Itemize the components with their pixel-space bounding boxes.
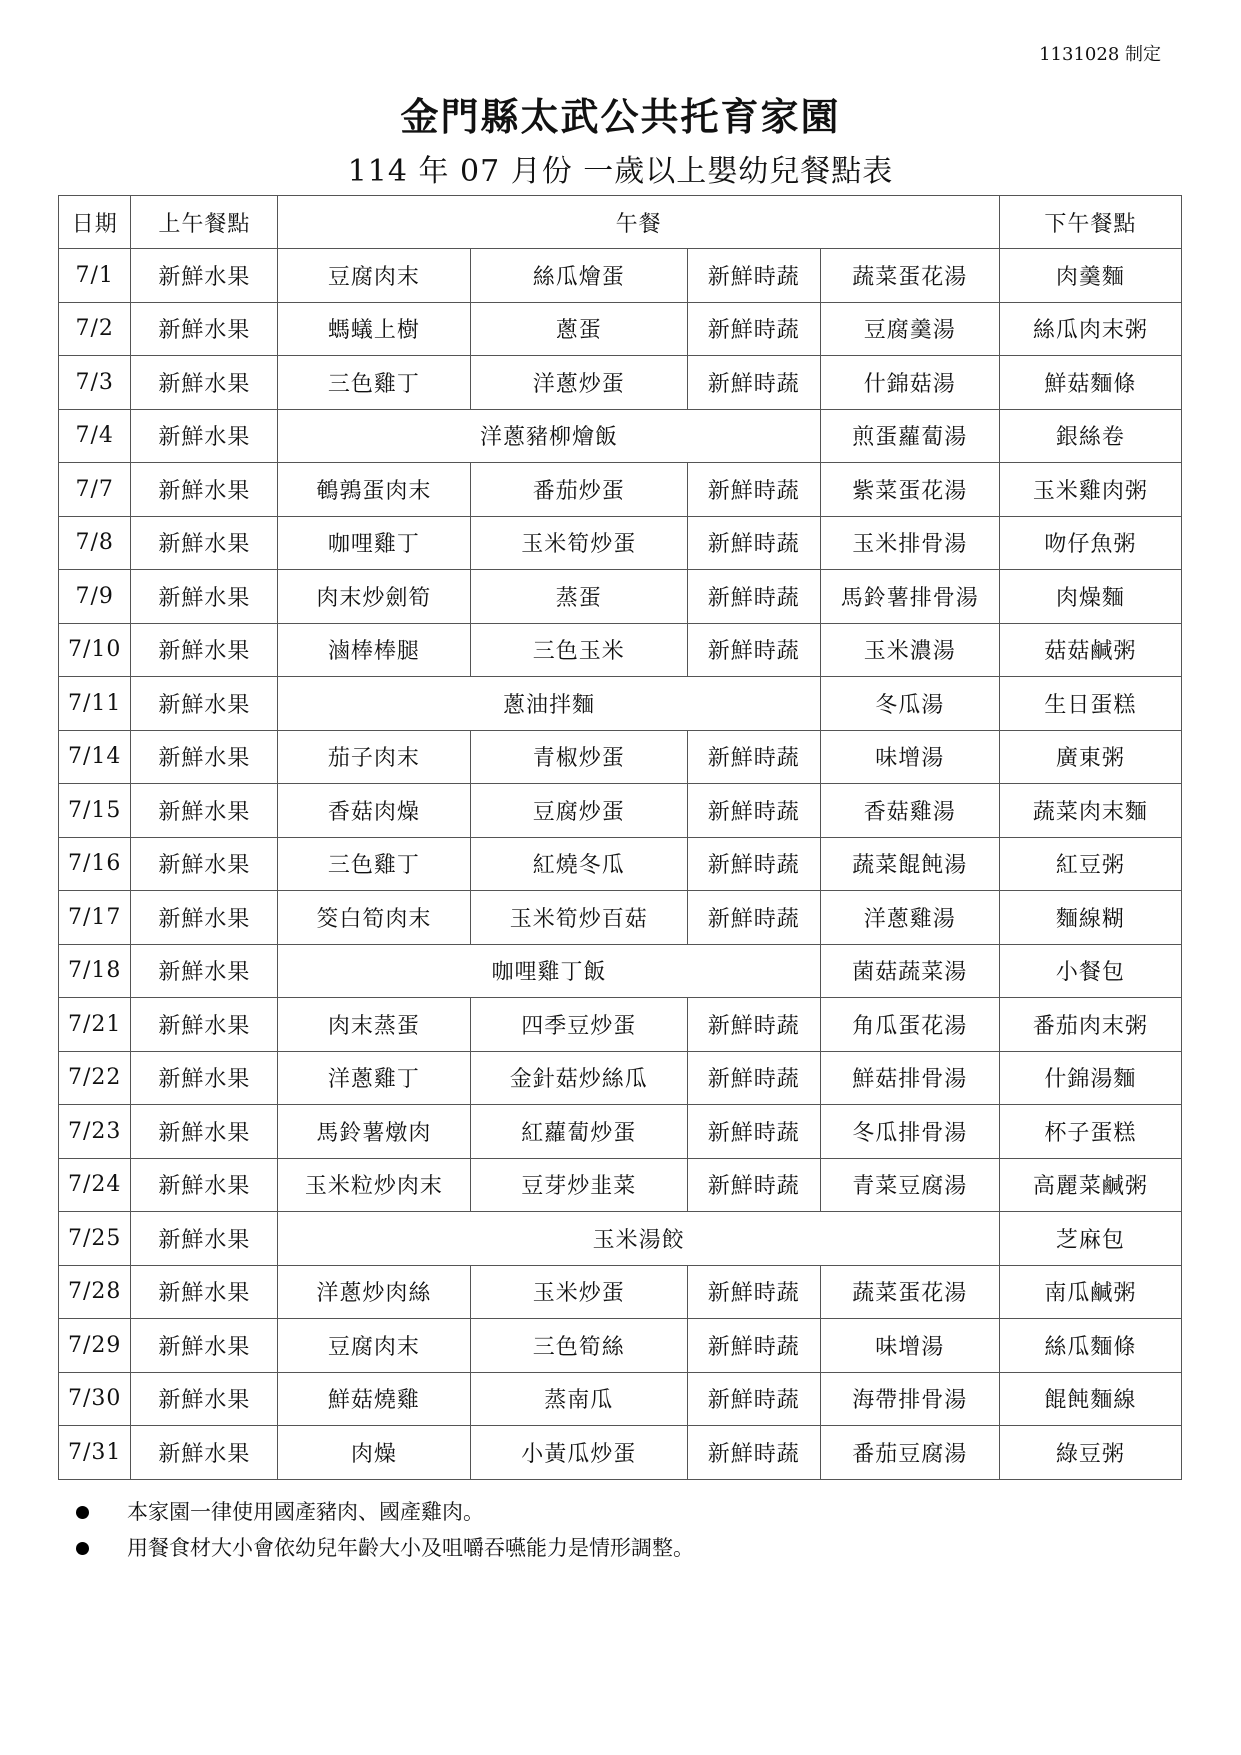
lunch-soup-cell: 菌菇蔬菜湯 bbox=[820, 944, 999, 998]
afternoon-snack-cell: 吻仔魚粥 bbox=[999, 516, 1181, 570]
table-row bbox=[59, 1319, 1182, 1373]
lunch-main-cell: 洋蔥豬柳燴飯 bbox=[278, 409, 820, 463]
lunch-side-cell: 三色筍絲 bbox=[470, 1319, 687, 1373]
afternoon-snack-cell: 南瓜鹹粥 bbox=[999, 1265, 1181, 1319]
lunch-main-cell: 咖哩雞丁飯 bbox=[278, 944, 820, 998]
lunch-main-cell: 豆腐肉末 bbox=[278, 1319, 470, 1373]
afternoon-snack-cell: 生日蛋糕 bbox=[999, 677, 1181, 731]
afternoon-snack-cell: 蔬菜肉末麵 bbox=[999, 784, 1181, 838]
lunch-soup-cell: 玉米濃湯 bbox=[820, 623, 999, 677]
lunch-main-cell: 玉米粒炒肉末 bbox=[278, 1158, 470, 1212]
morning-snack-cell: 新鮮水果 bbox=[131, 944, 278, 998]
lunch-main-cell: 筊白筍肉末 bbox=[278, 891, 470, 945]
date-cell: 7/29 bbox=[59, 1319, 131, 1373]
morning-snack-cell: 新鮮水果 bbox=[131, 1265, 278, 1319]
lunch-vegetable-cell: 新鮮時蔬 bbox=[687, 837, 820, 891]
lunch-vegetable-cell: 新鮮時蔬 bbox=[687, 516, 820, 570]
lunch-side-cell: 蔥蛋 bbox=[470, 302, 687, 356]
morning-snack-cell: 新鮮水果 bbox=[131, 784, 278, 838]
lunch-main-cell: 蔥油拌麵 bbox=[278, 677, 820, 731]
table-row bbox=[59, 463, 1182, 517]
lunch-soup-cell: 香菇雞湯 bbox=[820, 784, 999, 838]
lunch-main-cell: 鮮菇燒雞 bbox=[278, 1372, 470, 1426]
lunch-side-cell: 紅燒冬瓜 bbox=[470, 837, 687, 891]
table-row bbox=[59, 249, 1182, 303]
morning-snack-cell: 新鮮水果 bbox=[131, 1372, 278, 1426]
lunch-main-cell: 肉末炒劍筍 bbox=[278, 570, 470, 624]
table-row bbox=[59, 730, 1182, 784]
lunch-main-cell: 咖哩雞丁 bbox=[278, 516, 470, 570]
date-cell: 7/2 bbox=[59, 302, 131, 356]
lunch-main-cell: 香菇肉燥 bbox=[278, 784, 470, 838]
date-cell: 7/4 bbox=[59, 409, 131, 463]
table-row bbox=[59, 302, 1182, 356]
note-item bbox=[72, 1494, 694, 1530]
lunch-side-cell: 金針菇炒絲瓜 bbox=[470, 1051, 687, 1105]
date-cell: 7/8 bbox=[59, 516, 131, 570]
lunch-soup-cell: 角瓜蛋花湯 bbox=[820, 998, 999, 1052]
table-row bbox=[59, 1105, 1182, 1159]
date-cell: 7/31 bbox=[59, 1426, 131, 1480]
date-cell: 7/23 bbox=[59, 1105, 131, 1159]
afternoon-snack-cell: 菇菇鹹粥 bbox=[999, 623, 1181, 677]
afternoon-snack-cell: 紅豆粥 bbox=[999, 837, 1181, 891]
page-title: 金門縣太武公共托育家園 bbox=[400, 94, 841, 139]
lunch-soup-cell: 什錦菇湯 bbox=[820, 356, 999, 410]
lunch-soup-cell: 洋蔥雞湯 bbox=[820, 891, 999, 945]
bullet-icon bbox=[76, 1506, 89, 1519]
date-cell: 7/16 bbox=[59, 837, 131, 891]
lunch-soup-cell: 紫菜蛋花湯 bbox=[820, 463, 999, 517]
lunch-vegetable-cell: 新鮮時蔬 bbox=[687, 1051, 820, 1105]
lunch-side-cell: 小黃瓜炒蛋 bbox=[470, 1426, 687, 1480]
meal-table bbox=[58, 195, 1182, 1480]
table-row bbox=[59, 570, 1182, 624]
afternoon-snack-cell: 高麗菜鹹粥 bbox=[999, 1158, 1181, 1212]
morning-snack-cell: 新鮮水果 bbox=[131, 302, 278, 356]
table-row bbox=[59, 409, 1182, 463]
table-row bbox=[59, 944, 1182, 998]
afternoon-snack-cell: 什錦湯麵 bbox=[999, 1051, 1181, 1105]
date-cell: 7/11 bbox=[59, 677, 131, 731]
lunch-vegetable-cell: 新鮮時蔬 bbox=[687, 302, 820, 356]
date-cell: 7/24 bbox=[59, 1158, 131, 1212]
lunch-main-cell: 肉末蒸蛋 bbox=[278, 998, 470, 1052]
date-cell: 7/7 bbox=[59, 463, 131, 517]
date-cell: 7/21 bbox=[59, 998, 131, 1052]
morning-snack-cell: 新鮮水果 bbox=[131, 356, 278, 410]
note-text: 用餐食材大小會依幼兒年齡大小及咀嚼吞嚥能力是情形調整。 bbox=[127, 1536, 694, 1560]
lunch-vegetable-cell: 新鮮時蔬 bbox=[687, 1265, 820, 1319]
lunch-main-cell: 三色雞丁 bbox=[278, 837, 470, 891]
lunch-side-cell: 玉米筍炒百菇 bbox=[470, 891, 687, 945]
lunch-soup-cell: 蔬菜蛋花湯 bbox=[820, 249, 999, 303]
lunch-soup-cell: 青菜豆腐湯 bbox=[820, 1158, 999, 1212]
lunch-vegetable-cell: 新鮮時蔬 bbox=[687, 1319, 820, 1373]
lunch-main-cell: 馬鈴薯燉肉 bbox=[278, 1105, 470, 1159]
morning-snack-cell: 新鮮水果 bbox=[131, 1105, 278, 1159]
header-date: 日期 bbox=[59, 196, 131, 249]
table-row bbox=[59, 1372, 1182, 1426]
morning-snack-cell: 新鮮水果 bbox=[131, 570, 278, 624]
lunch-vegetable-cell: 新鮮時蔬 bbox=[687, 356, 820, 410]
document-code: 1131028 制定 bbox=[1039, 44, 1161, 65]
header-afternoon-snack: 下午餐點 bbox=[999, 196, 1181, 249]
morning-snack-cell: 新鮮水果 bbox=[131, 463, 278, 517]
lunch-main-cell: 螞蟻上樹 bbox=[278, 302, 470, 356]
lunch-soup-cell: 味增湯 bbox=[820, 1319, 999, 1373]
table-row bbox=[59, 516, 1182, 570]
morning-snack-cell: 新鮮水果 bbox=[131, 1426, 278, 1480]
date-cell: 7/14 bbox=[59, 730, 131, 784]
afternoon-snack-cell: 番茄肉末粥 bbox=[999, 998, 1181, 1052]
lunch-vegetable-cell: 新鮮時蔬 bbox=[687, 1426, 820, 1480]
date-cell: 7/17 bbox=[59, 891, 131, 945]
morning-snack-cell: 新鮮水果 bbox=[131, 1158, 278, 1212]
lunch-side-cell: 蒸南瓜 bbox=[470, 1372, 687, 1426]
lunch-side-cell: 蒸蛋 bbox=[470, 570, 687, 624]
afternoon-snack-cell: 綠豆粥 bbox=[999, 1426, 1181, 1480]
lunch-soup-cell: 煎蛋蘿蔔湯 bbox=[820, 409, 999, 463]
lunch-main-cell: 鵪鶉蛋肉末 bbox=[278, 463, 470, 517]
bullet-icon bbox=[76, 1542, 89, 1555]
table-row bbox=[59, 1158, 1182, 1212]
table-row bbox=[59, 837, 1182, 891]
lunch-vegetable-cell: 新鮮時蔬 bbox=[687, 1158, 820, 1212]
date-cell: 7/28 bbox=[59, 1265, 131, 1319]
afternoon-snack-cell: 小餐包 bbox=[999, 944, 1181, 998]
lunch-main-cell: 豆腐肉末 bbox=[278, 249, 470, 303]
lunch-soup-cell: 番茄豆腐湯 bbox=[820, 1426, 999, 1480]
lunch-side-cell: 三色玉米 bbox=[470, 623, 687, 677]
morning-snack-cell: 新鮮水果 bbox=[131, 623, 278, 677]
lunch-side-cell: 青椒炒蛋 bbox=[470, 730, 687, 784]
lunch-side-cell: 紅蘿蔔炒蛋 bbox=[470, 1105, 687, 1159]
lunch-soup-cell: 冬瓜湯 bbox=[820, 677, 999, 731]
afternoon-snack-cell: 絲瓜麵條 bbox=[999, 1319, 1181, 1373]
morning-snack-cell: 新鮮水果 bbox=[131, 516, 278, 570]
table-row bbox=[59, 784, 1182, 838]
afternoon-snack-cell: 杯子蛋糕 bbox=[999, 1105, 1181, 1159]
lunch-main-cell: 三色雞丁 bbox=[278, 356, 470, 410]
lunch-vegetable-cell: 新鮮時蔬 bbox=[687, 1105, 820, 1159]
morning-snack-cell: 新鮮水果 bbox=[131, 1212, 278, 1266]
afternoon-snack-cell: 餛飩麵線 bbox=[999, 1372, 1181, 1426]
morning-snack-cell: 新鮮水果 bbox=[131, 891, 278, 945]
date-cell: 7/3 bbox=[59, 356, 131, 410]
morning-snack-cell: 新鮮水果 bbox=[131, 677, 278, 731]
morning-snack-cell: 新鮮水果 bbox=[131, 1051, 278, 1105]
lunch-soup-cell: 冬瓜排骨湯 bbox=[820, 1105, 999, 1159]
afternoon-snack-cell: 鮮菇麵條 bbox=[999, 356, 1181, 410]
table-row bbox=[59, 1051, 1182, 1105]
notes-list bbox=[72, 1494, 694, 1566]
afternoon-snack-cell: 肉燥麵 bbox=[999, 570, 1181, 624]
lunch-soup-cell: 海帶排骨湯 bbox=[820, 1372, 999, 1426]
table-row bbox=[59, 1212, 1182, 1266]
lunch-soup-cell: 鮮菇排骨湯 bbox=[820, 1051, 999, 1105]
date-cell: 7/10 bbox=[59, 623, 131, 677]
table-row bbox=[59, 677, 1182, 731]
header-morning-snack: 上午餐點 bbox=[131, 196, 278, 249]
lunch-soup-cell: 豆腐羹湯 bbox=[820, 302, 999, 356]
afternoon-snack-cell: 銀絲卷 bbox=[999, 409, 1181, 463]
lunch-side-cell: 豆芽炒韭菜 bbox=[470, 1158, 687, 1212]
lunch-side-cell: 番茄炒蛋 bbox=[470, 463, 687, 517]
lunch-soup-cell: 味增湯 bbox=[820, 730, 999, 784]
lunch-side-cell: 玉米炒蛋 bbox=[470, 1265, 687, 1319]
date-cell: 7/22 bbox=[59, 1051, 131, 1105]
date-cell: 7/9 bbox=[59, 570, 131, 624]
lunch-vegetable-cell: 新鮮時蔬 bbox=[687, 249, 820, 303]
morning-snack-cell: 新鮮水果 bbox=[131, 1319, 278, 1373]
lunch-side-cell: 四季豆炒蛋 bbox=[470, 998, 687, 1052]
afternoon-snack-cell: 玉米雞肉粥 bbox=[999, 463, 1181, 517]
table-row bbox=[59, 356, 1182, 410]
lunch-main-cell: 玉米湯餃 bbox=[278, 1212, 999, 1266]
lunch-soup-cell: 玉米排骨湯 bbox=[820, 516, 999, 570]
lunch-side-cell: 豆腐炒蛋 bbox=[470, 784, 687, 838]
lunch-main-cell: 洋蔥炒肉絲 bbox=[278, 1265, 470, 1319]
afternoon-snack-cell: 芝麻包 bbox=[999, 1212, 1181, 1266]
lunch-vegetable-cell: 新鮮時蔬 bbox=[687, 998, 820, 1052]
table-row bbox=[59, 623, 1182, 677]
lunch-main-cell: 肉燥 bbox=[278, 1426, 470, 1480]
header-lunch: 午餐 bbox=[278, 196, 999, 249]
lunch-soup-cell: 馬鈴薯排骨湯 bbox=[820, 570, 999, 624]
date-cell: 7/30 bbox=[59, 1372, 131, 1426]
note-text: 本家園一律使用國產豬肉、國產雞肉。 bbox=[127, 1500, 484, 1524]
lunch-vegetable-cell: 新鮮時蔬 bbox=[687, 623, 820, 677]
lunch-vegetable-cell: 新鮮時蔬 bbox=[687, 891, 820, 945]
lunch-vegetable-cell: 新鮮時蔬 bbox=[687, 570, 820, 624]
afternoon-snack-cell: 廣東粥 bbox=[999, 730, 1181, 784]
lunch-main-cell: 滷棒棒腿 bbox=[278, 623, 470, 677]
lunch-vegetable-cell: 新鮮時蔬 bbox=[687, 784, 820, 838]
date-cell: 7/1 bbox=[59, 249, 131, 303]
morning-snack-cell: 新鮮水果 bbox=[131, 837, 278, 891]
afternoon-snack-cell: 肉羹麵 bbox=[999, 249, 1181, 303]
date-cell: 7/18 bbox=[59, 944, 131, 998]
lunch-main-cell: 洋蔥雞丁 bbox=[278, 1051, 470, 1105]
page-subtitle: 114 年 07 月份 一歲以上嬰幼兒餐點表 bbox=[347, 154, 894, 189]
lunch-side-cell: 洋蔥炒蛋 bbox=[470, 356, 687, 410]
lunch-main-cell: 茄子肉末 bbox=[278, 730, 470, 784]
lunch-side-cell: 絲瓜燴蛋 bbox=[470, 249, 687, 303]
table-row bbox=[59, 1426, 1182, 1480]
table-row bbox=[59, 891, 1182, 945]
table-row bbox=[59, 998, 1182, 1052]
lunch-soup-cell: 蔬菜餛飩湯 bbox=[820, 837, 999, 891]
date-cell: 7/25 bbox=[59, 1212, 131, 1266]
table-row bbox=[59, 1265, 1182, 1319]
lunch-soup-cell: 蔬菜蛋花湯 bbox=[820, 1265, 999, 1319]
lunch-vegetable-cell: 新鮮時蔬 bbox=[687, 1372, 820, 1426]
lunch-vegetable-cell: 新鮮時蔬 bbox=[687, 463, 820, 517]
morning-snack-cell: 新鮮水果 bbox=[131, 249, 278, 303]
morning-snack-cell: 新鮮水果 bbox=[131, 998, 278, 1052]
lunch-vegetable-cell: 新鮮時蔬 bbox=[687, 730, 820, 784]
note-item bbox=[72, 1530, 694, 1566]
morning-snack-cell: 新鮮水果 bbox=[131, 409, 278, 463]
afternoon-snack-cell: 麵線糊 bbox=[999, 891, 1181, 945]
afternoon-snack-cell: 絲瓜肉末粥 bbox=[999, 302, 1181, 356]
table-header-row bbox=[59, 196, 1182, 249]
morning-snack-cell: 新鮮水果 bbox=[131, 730, 278, 784]
date-cell: 7/15 bbox=[59, 784, 131, 838]
lunch-side-cell: 玉米筍炒蛋 bbox=[470, 516, 687, 570]
